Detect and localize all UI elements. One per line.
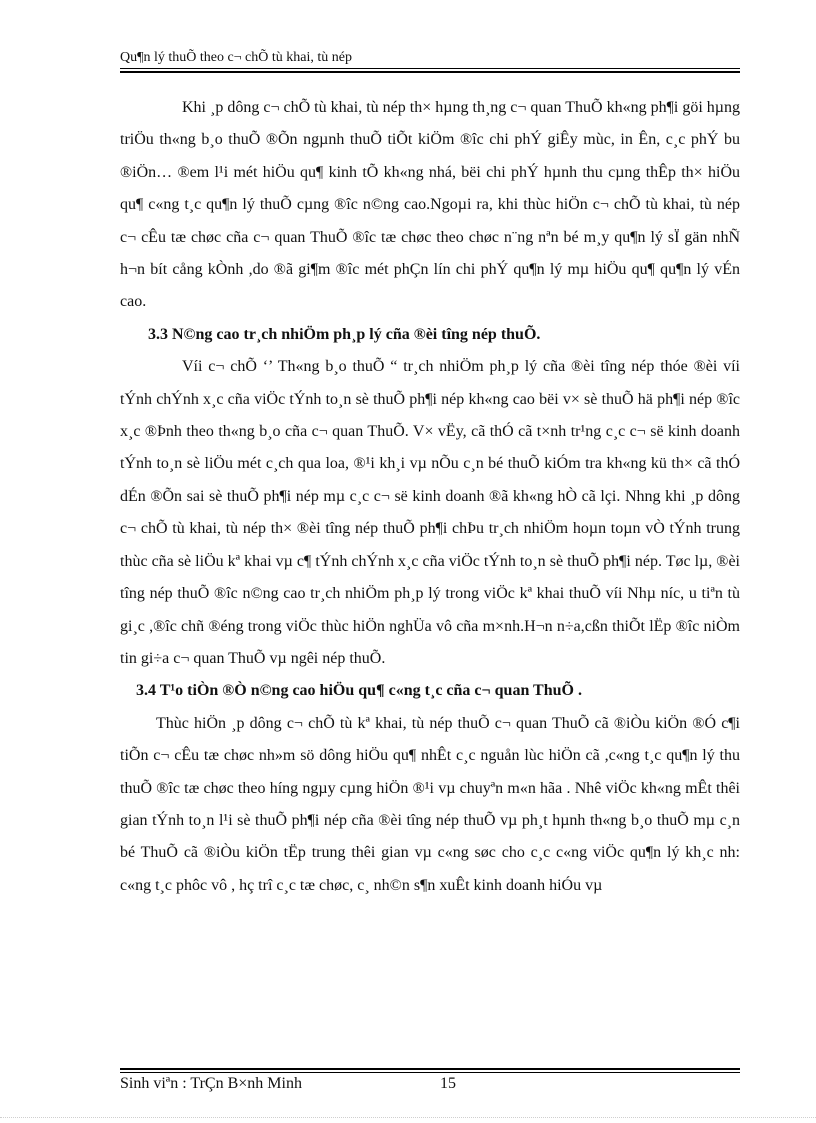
page-number: 15 [440,1075,456,1092]
header-title: Qu¶n lý thuÕ theo c¬ chÕ tù khai, tù nép [120,50,352,65]
footer-student-name: Sinh viªn : TrÇn B×nh Minh [120,1075,302,1092]
page-header [120,48,740,68]
paragraph-cost-savings: Khi ¸p dông c¬ chÕ tù khai, tù nép th× hµng th¸ng c¬ quan ThuÕ kh«ng ph¶i göi hµng triÖu th«ng b¸o thuÕ ®Õn ngµnh thuÕ tiÕt kiÖm ®îc chi phÝ giÊy mùc, in Ên, c¸c phÝ bu ®iÖn… ®em l¹i mét hiÖu qu¶ kinh tÕ kh«ng nhá, bëi chi phÝ hµnh thu cµng thÊp th× hiÖu qu¶ c«ng t¸c qu¶n lý thuÕ cµng ®îc n©ng cao.Ngoµi ra, khi thùc hiÖn c¬ chÕ tù khai, tù nép c¬ cÊu tæ chøc cña c¬ quan ThuÕ ®îc tæ chøc theo chøc n¨ng nªn bé m¸y qu¶n lý sÏ gän nhÑ h¬n bít cång kÒnh ,do ®ã gi¶m ®îc mét phÇn lín chi phÝ qu¶n lý mµ hiÖu qu¶ qu¶n lý vÉn cao. [120,99,740,311]
section-heading-3-4: 3.4 T¹o tiÒn ®Ò n©ng cao hiÖu qu¶ c«ng t¸c cña c¬ quan ThuÕ . [136,682,582,700]
footer-divider [120,1072,740,1073]
document-body [120,92,740,902]
paragraph-efficiency: Thùc hiÖn ¸p dông c¬ chÕ tù kª khai, tù nép thuÕ c¬ quan ThuÕ cã ®iÒu kiÖn ®Ó c¶i tiÕn c¬ cÊu tæ chøc nh»m sö dông hiÖu qu¶ nhÊt c¸c nguån lùc hiÖn cã ,c«ng t¸c qu¶n lý thu thuÕ ®îc tæ chøc theo híng ngµy cµng hiÖn ®¹i vµ chuyªn m«n hãa . Nhê viÖc kh«ng mÊt thêi gian tÝnh to¸n l¹i sè thuÕ ph¶i nép cña ®èi tîng nép thuÕ vµ ph¸t hµnh th«ng b¸o thuÕ mµ c¸n bé ThuÕ cã ®iÒu kiÖn tËp trung thêi gian vµ c«ng søc cho c¸c c«ng viÖc qu¶n lý kh¸c nh: c«ng t¸c phôc vô , hç trî c¸c tæ chøc, c¸ nh©n s¶n xuÊt kinh doanh hiÓu vµ [120,714,740,894]
section-heading-3-3: 3.3 N©ng cao tr¸ch nhiÖm ph¸p lý cña ®èi tîng nép thuÕ. [148,325,541,343]
header-divider-thick [120,71,740,73]
footer-divider-thick [120,1068,740,1070]
paragraph-legal-responsibility: Víi c¬ chÕ ‘’ Th«ng b¸o thuÕ “ tr¸ch nhiÖm ph¸p lý cña ®èi tîng nép thóe ®èi víi tÝnh chÝnh x¸c cña viÖc tÝnh to¸n sè thuÕ ph¶i nép kh«ng cao bëi v× sè thuÕ hä ph¶i nép ®îc x¸c ®Þnh theo th«ng b¸o cña c¬ quan ThuÕ. V× vËy, cã thÓ cã t×nh tr¹ng c¸c c¬ së kinh doanh tÝnh to¸n sè liÖu mét c¸ch qua loa, ®¹i kh¸i vµ nÕu c¸n bé thuÕ kiÓm tra kh«ng kü th× cã thÓ dÉn ®Õn sai sè thuÕ ph¶i nép mµ c¸c c¬ së kinh doanh ®ã kh«ng hÒ cã lçi. Nhng khi ¸p dông c¬ chÕ tù khai, tù nép th× ®èi tîng nép thuÕ ph¶i chÞu tr¸ch nhiÖm hoµn toµn vÒ tÝnh trung thùc cña sè liÖu kª khai vµ c¶ tÝnh chÝnh x¸c cña viÖc tÝnh to¸n sè thuÕ ph¶i nép. Tøc lµ, ®èi tîng nép thuÕ ®îc n©ng cao tr¸ch nhiÖm ph¸p lý trong viÖc kª khai thuÕ víi Nhµ níc, u tiªn tù gi¸c ,®îc chñ ®éng trong viÖc thùc hiÖn nghÜa vô cña m×nh.H¬n n÷a,cßn thiÕt lËp ®îc niÒm tin gi÷a c¬ quan ThuÕ vµ ngêi nép thuÕ. [120,358,740,667]
page-bottom-edge [0,1117,816,1118]
header-divider [120,68,740,69]
